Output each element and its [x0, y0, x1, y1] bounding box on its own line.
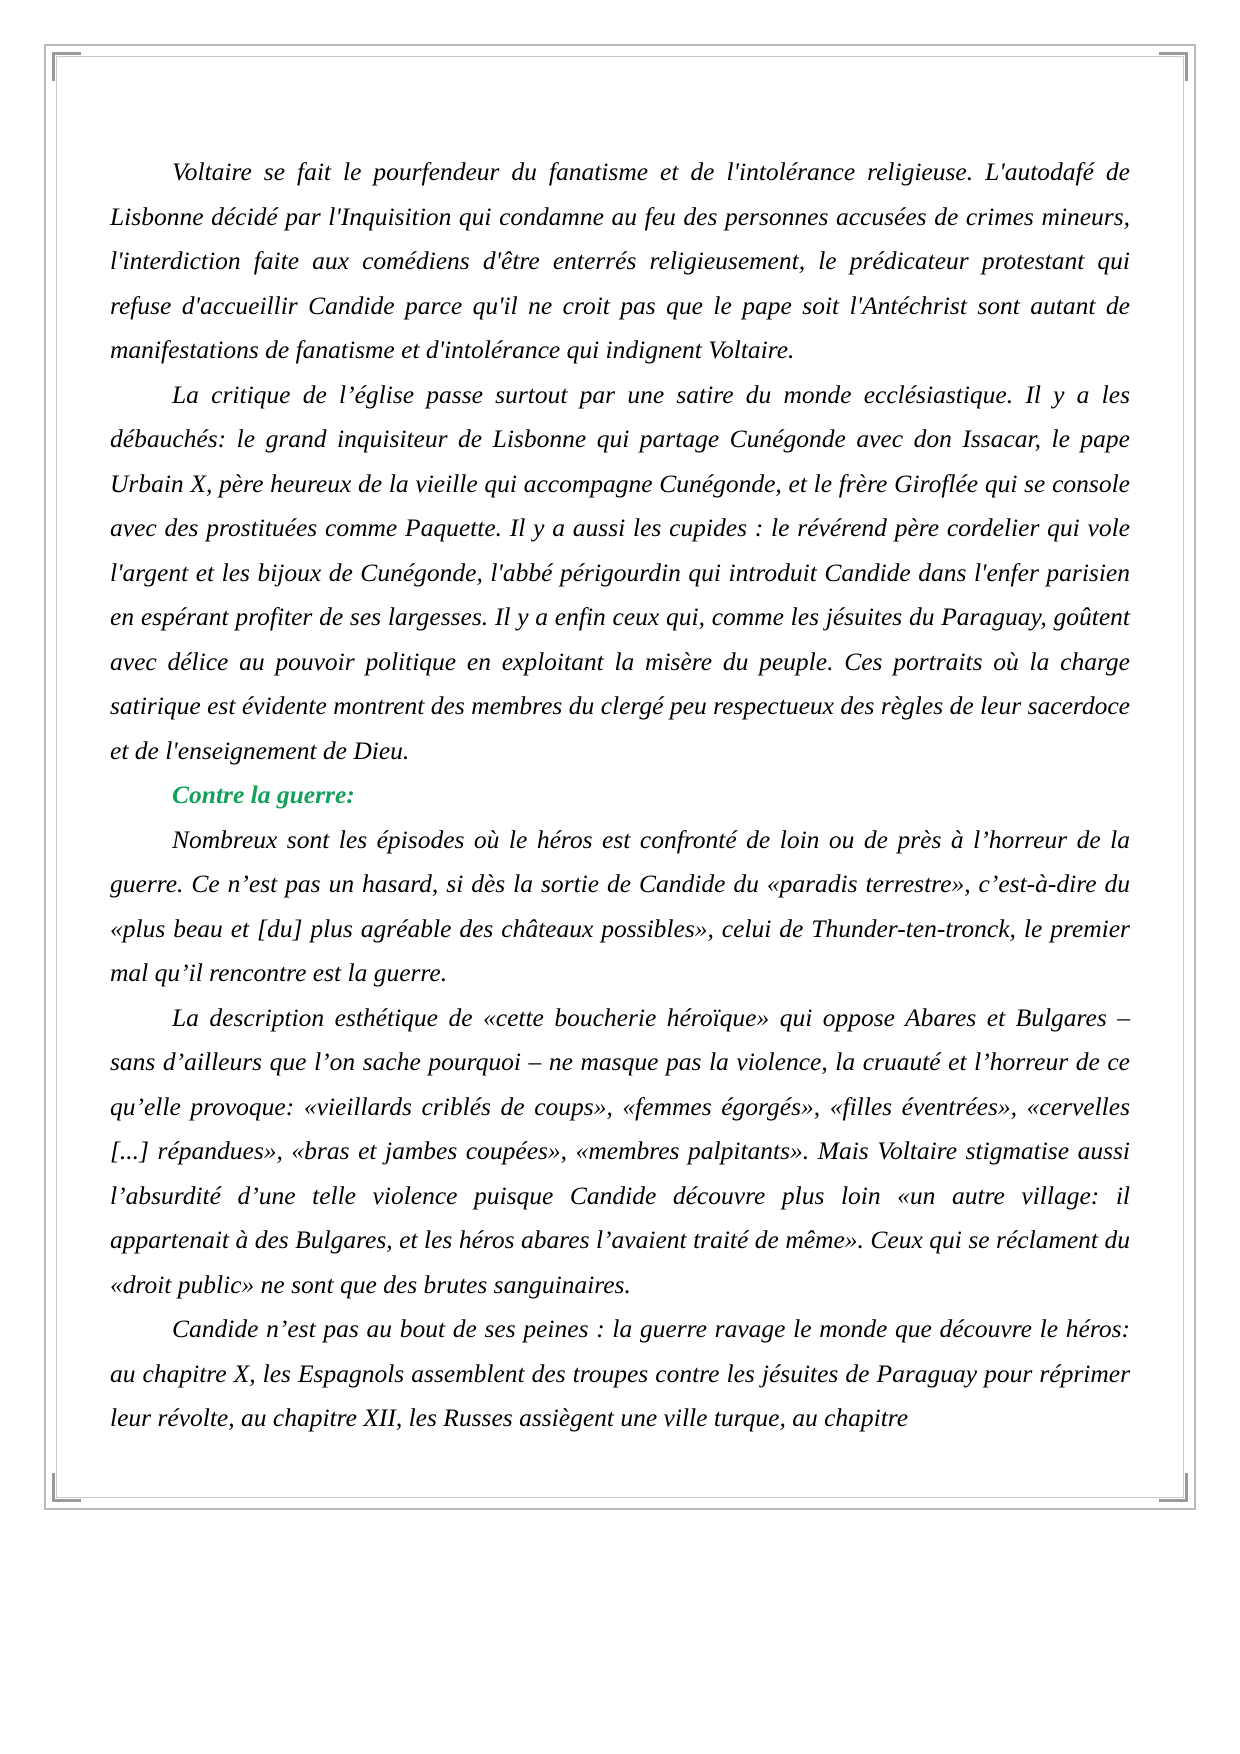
corner-mark-bottom-left — [52, 1473, 81, 1502]
document-body — [110, 150, 1130, 1441]
paragraph-candide-peines: Candide n’est pas au bout de ses peines : la guerre ravage le monde que découvre le héros: au chapitre X, les Espagnols assemblent des troupes contre les jésuites de Paraguay pour réprimer leur révolte, au chapitre XII, les Russes assiègent une ville turque, au chapitre — [110, 1314, 1130, 1432]
paragraph-fanatisme: Voltaire se fait le pourfendeur du fanatisme et de l'intolérance religieuse. L'autodafé de Lisbonne décidé par l'Inquisition qui condamne au feu des personnes accusées de crimes mineurs, l'interdiction faite aux comédiens d'être enterrés religieusement, le prédicateur protestant qui refuse d'accueillir Candide parce qu'il ne croit pas que le pape soit l'Antéchrist sont autant de manifestations de fanatisme et d'intolérance qui indignent Voltaire. — [110, 157, 1130, 364]
paragraph-critique-eglise: La critique de l’église passe surtout par une satire du monde ecclésiastique. Il y a les débauchés: le grand inquisiteur de Lisbonne qui partage Cunégonde avec don Issacar, le pape Urbain X, père heureux de la vieille qui accompagne Cunégonde, et le frère Giroflée qui se console avec des prostituées comme Paquette. Il y a aussi les cupides : le révérend père cordelier qui vole l'argent et les bijoux de Cunégonde, l'abbé périgourdin qui introduit Candide dans l'enfer parisien en espérant profiter de ses largesses. Il y a enfin ceux qui, comme les jésuites du Paraguay, goûtent avec délice au pouvoir politique en exploitant la misère du peuple. Ces portraits où la charge satirique est évidente montrent des membres du clergé peu respectueux des règles de leur sacerdoce et de l'enseignement de Dieu. — [110, 379, 1130, 765]
corner-mark-top-right — [1159, 52, 1188, 81]
heading-contre-la-guerre: Contre la guerre: — [172, 780, 355, 809]
corner-mark-bottom-right — [1159, 1473, 1188, 1502]
paragraph-boucherie-heroique: La description esthétique de «cette boucherie héroïque» qui oppose Abares et Bulgares – sans d’ailleurs que l’on sache pourquoi – ne masque pas la violence, la cruauté et l’horreur de ce qu’elle provoque: «vieillards criblés de coups», «femmes égorgés», «filles éventrées», «cervelles [...] répandues», «bras et jambes coupées», «membres palpitants». Mais Voltaire stigmatise aussi l’absurdité d’une telle violence puisque Candide découvre plus loin «un autre village: il appartenait à des Bulgares, et les héros abares l’avaient traité de même». Ceux qui se réclament du «droit public» ne sont que des brutes sanguinaires. — [110, 1002, 1130, 1299]
corner-mark-top-left — [52, 52, 81, 81]
paragraph-episodes-guerre: Nombreux sont les épisodes où le héros est confronté de loin ou de près à l’horreur de la guerre. Ce n’est pas un hasard, si dès la sortie de Candide du «paradis terrestre», c’est-à-dire du «plus beau et [du] plus agréable des châteaux possibles», celui de Thunder-ten-tronck, le premier mal qu’il rencontre est la guerre. — [110, 824, 1130, 987]
